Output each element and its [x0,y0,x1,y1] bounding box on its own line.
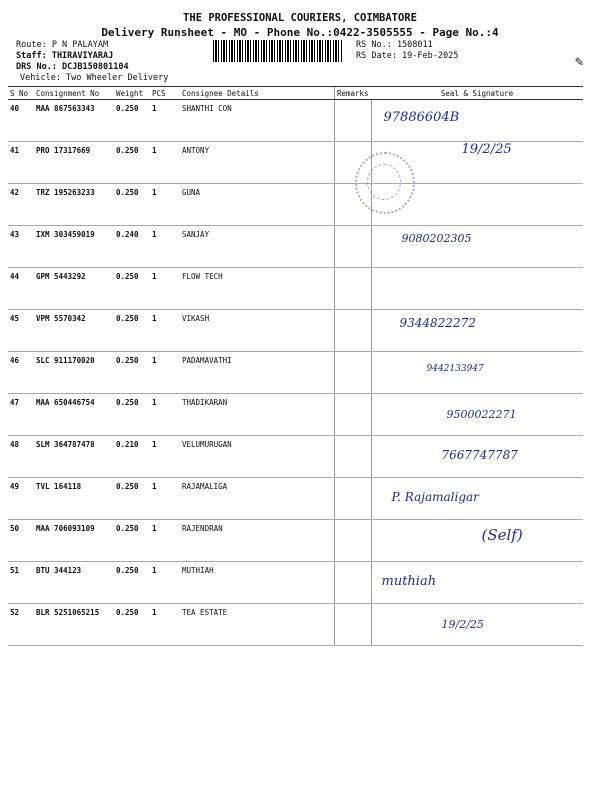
serial-number: 51 [8,562,34,604]
handwritten-signature: 97886604B [383,110,460,125]
handwritten-signature: 19/2/25 [441,618,484,631]
staff-label: Staff: THIRAVIYARAJ [16,51,114,61]
consignee-details: SHANTHI CON [180,100,334,142]
runsheet-table [8,86,583,646]
consignment-number: BLR 5251065215 [34,604,114,646]
route-label: Route: P N PALAYAM [16,40,109,50]
consignment-number: MAA 706093109 [34,520,114,562]
pieces: 1 [150,352,180,394]
consignee-details: FLOW TECH [180,268,334,310]
col-sno: S No [8,87,34,100]
col-signature: Seal & Signature [371,87,583,100]
weight: 0.250 [114,604,150,646]
serial-number: 49 [8,478,34,520]
company-title: THE PROFESSIONAL COURIERS, COIMBATORE [183,12,417,24]
weight: 0.250 [114,478,150,520]
remarks [334,100,371,142]
weight: 0.250 [114,394,150,436]
weight: 0.250 [114,184,150,226]
consignee-details: RAJAMALIGA [180,478,334,520]
serial-number: 41 [8,142,34,184]
barcode [213,40,343,62]
pen-mark-icon: ✎ [575,54,584,70]
rs-date: RS Date: 19-Feb-2025 [356,51,459,61]
remarks [334,310,371,352]
consignment-number: GPM 5443292 [34,268,114,310]
consignee-details: THADIKARAN [180,394,334,436]
handwritten-signature: (Self) [481,526,523,544]
weight: 0.250 [114,268,150,310]
signature-cell [371,352,583,394]
signature-cell [371,310,583,352]
handwritten-signature: 9344822272 [399,316,476,330]
handwritten-signature: 19/2/25 [461,142,512,157]
handwritten-signature: P. Rajamaligar [391,490,479,504]
remarks [334,478,371,520]
consignee-details: ANTONY [180,142,334,184]
handwritten-signature: 9442133947 [426,364,484,374]
consignee-details: VIKASH [180,310,334,352]
remarks [334,562,371,604]
remarks [334,520,371,562]
serial-number: 47 [8,394,34,436]
drs-number: DRS No.: DCJB150801104 [16,62,129,72]
signature-cell [371,226,583,268]
signature-cell [371,394,583,436]
col-weight: Weight [114,87,150,100]
signature-cell [371,268,583,310]
consignment-number: TVL 164118 [34,478,114,520]
pieces: 1 [150,478,180,520]
weight: 0.250 [114,100,150,142]
serial-number: 46 [8,352,34,394]
table-row [8,100,583,142]
serial-number: 52 [8,604,34,646]
weight: 0.250 [114,142,150,184]
consignment-number: VPM 5570342 [34,310,114,352]
table-header-row [8,87,583,100]
signature-cell [371,100,583,142]
table-row [8,268,583,310]
weight: 0.250 [114,520,150,562]
pieces: 1 [150,520,180,562]
consignee-details: GUNA [180,184,334,226]
consignee-details: MUTHIAH [180,562,334,604]
consignment-number: PRO 17317669 [34,142,114,184]
consignment-number: MAA 867563343 [34,100,114,142]
serial-number: 43 [8,226,34,268]
pieces: 1 [150,184,180,226]
table-row [8,520,583,562]
consignment-number: IXM 303459019 [34,226,114,268]
pieces: 1 [150,142,180,184]
signature-cell [371,520,583,562]
consignee-details: PADAMAVATHI [180,352,334,394]
serial-number: 42 [8,184,34,226]
consignee-details: SANJAY [180,226,334,268]
consignment-number: SLM 364787478 [34,436,114,478]
col-consignment: Consignment No [34,87,114,100]
table-row [8,226,583,268]
serial-number: 50 [8,520,34,562]
remarks [334,436,371,478]
table-row [8,394,583,436]
rs-number: RS No.: 1508011 [356,40,433,50]
table-row [8,184,583,226]
col-consignee: Consignee Details [180,87,334,100]
pieces: 1 [150,394,180,436]
signature-cell [371,604,583,646]
pieces: 1 [150,100,180,142]
signature-cell [371,562,583,604]
table-row [8,604,583,646]
signature-cell [371,478,583,520]
consignment-number: MAA 650446754 [34,394,114,436]
pieces: 1 [150,310,180,352]
weight: 0.210 [114,436,150,478]
handwritten-signature: muthiah [381,574,437,589]
remarks [334,268,371,310]
handwritten-signature: 9500022271 [446,408,517,421]
handwritten-signature: 9080202305 [401,232,472,245]
weight: 0.240 [114,226,150,268]
pieces: 1 [150,268,180,310]
consignee-details: TEA ESTATE [180,604,334,646]
consignee-details: RAJENDRAN [180,520,334,562]
table-row [8,436,583,478]
remarks [334,226,371,268]
serial-number: 40 [8,100,34,142]
table-row [8,142,583,184]
signature-cell [371,436,583,478]
seal-stamp [355,152,415,214]
pieces: 1 [150,604,180,646]
table-row [8,352,583,394]
consignee-details: VELUMURUGAN [180,436,334,478]
serial-number: 44 [8,268,34,310]
weight: 0.250 [114,352,150,394]
remarks [334,352,371,394]
consignment-number: SLC 911170020 [34,352,114,394]
runsheet-subtitle: Delivery Runsheet - MO - Phone No.:0422-3505555 - Page No.:4 [101,26,499,39]
remarks [334,604,371,646]
remarks [334,394,371,436]
weight: 0.250 [114,310,150,352]
consignment-number: TRZ 195263233 [34,184,114,226]
handwritten-signature: 7667747787 [441,448,518,462]
serial-number: 45 [8,310,34,352]
serial-number: 48 [8,436,34,478]
col-pcs: PCS [150,87,180,100]
table-row [8,562,583,604]
weight: 0.250 [114,562,150,604]
pieces: 1 [150,436,180,478]
pieces: 1 [150,226,180,268]
consignment-number: BTU 344123 [34,562,114,604]
table-row [8,478,583,520]
col-remarks: Remarks [334,87,371,100]
table-row [8,310,583,352]
pieces: 1 [150,562,180,604]
vehicle-label: Vehicle: Two Wheeler Delivery [20,73,169,83]
